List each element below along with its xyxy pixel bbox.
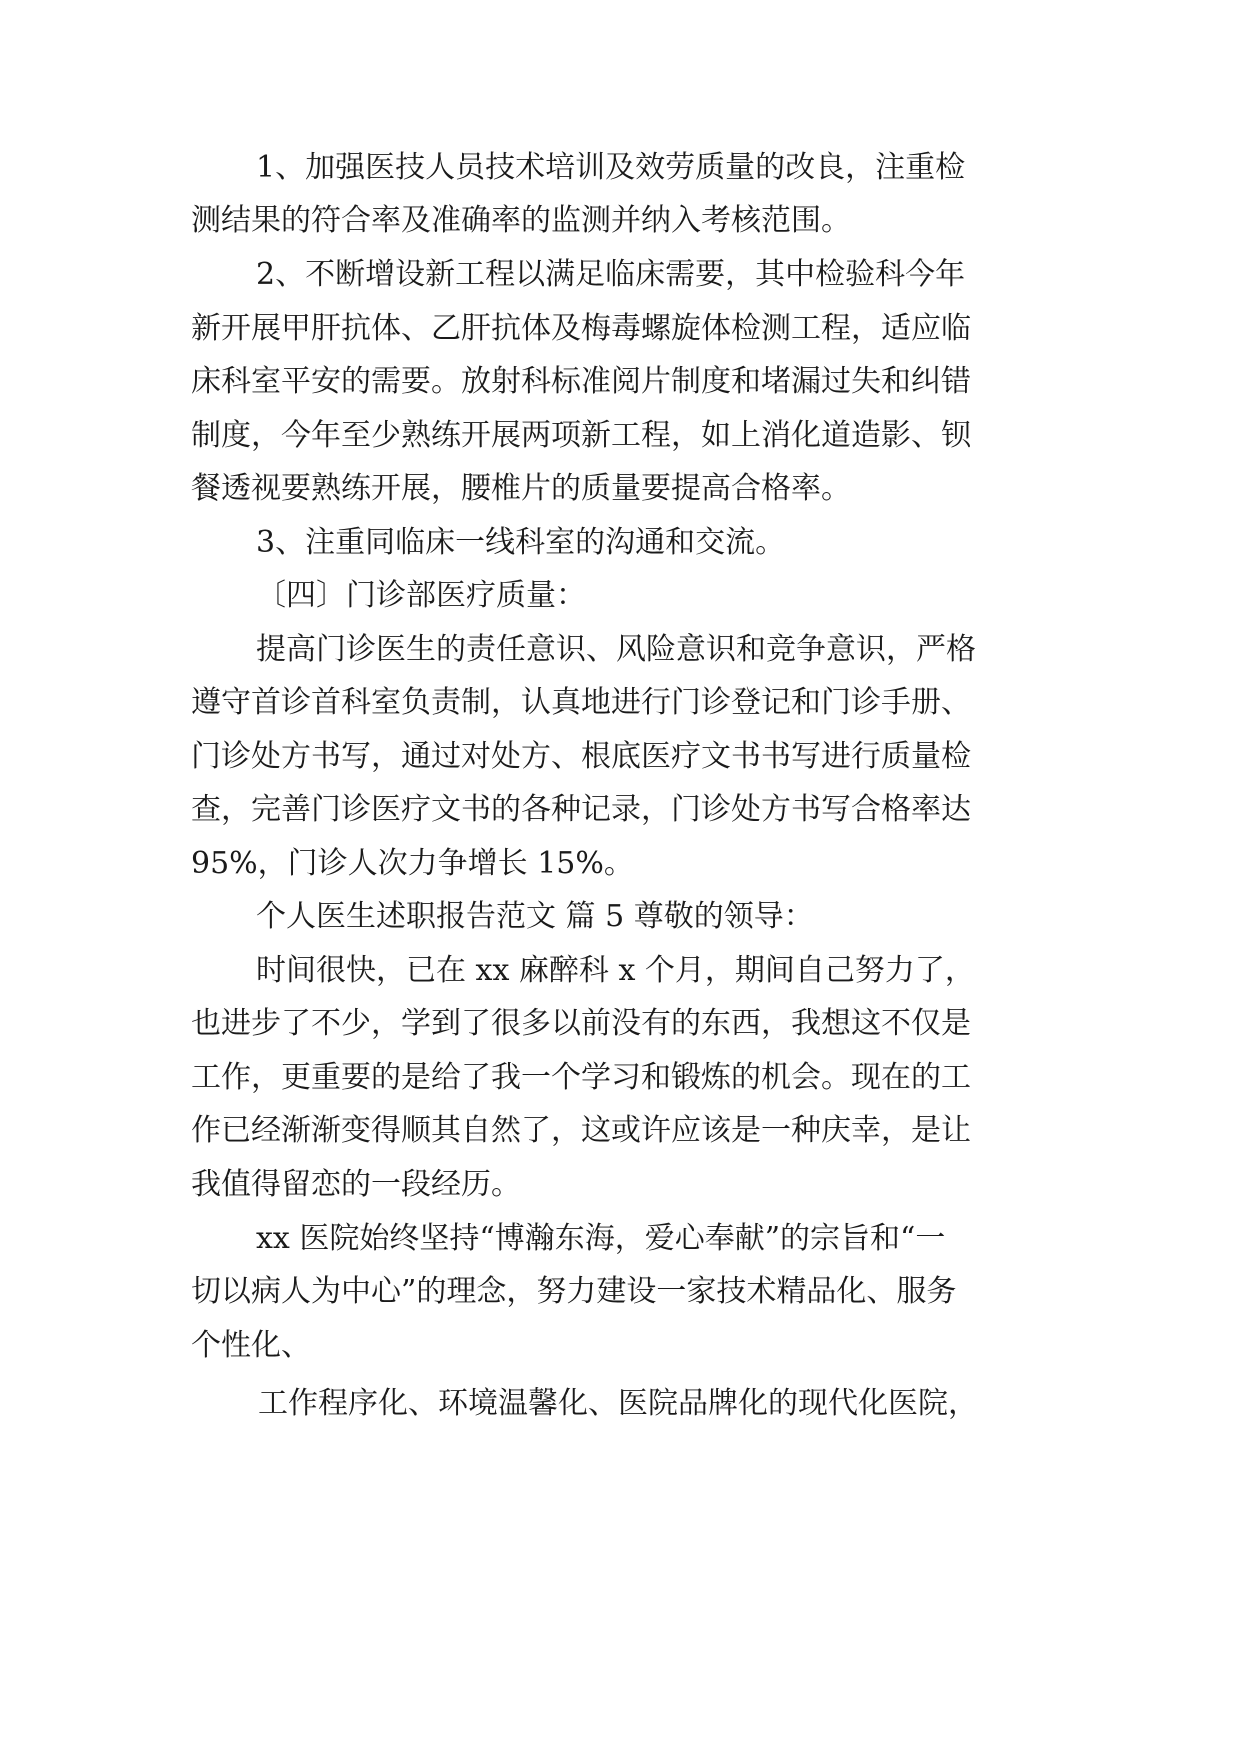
text-line: 2、不断增设新工程以满足临床需要，其中检验科今年	[256, 257, 966, 292]
article-title-line: 个人医生述职报告范文 篇 5 尊敬的领导：	[256, 899, 814, 934]
section-heading: 〔四〕门诊部医疗质量：	[256, 578, 586, 613]
text-line: 提高门诊医生的责任意识、风险意识和竞争意识，严格	[256, 632, 976, 667]
text-line: xx 医院始终坚持“博瀚东海，爱心奉献”的宗旨和“一	[256, 1221, 946, 1256]
text-line: 测结果的符合率及准确率的监测并纳入考核范围。	[191, 203, 851, 238]
text-line: 3、注重同临床一线科室的沟通和交流。	[256, 525, 786, 560]
text-line: 遵守首诊首科室负责制，认真地进行门诊登记和门诊手册、	[191, 685, 971, 720]
text-line: 切以病人为中心”的理念，努力建设一家技术精品化、服务	[191, 1274, 957, 1309]
text-line: 我值得留恋的一段经历。	[191, 1167, 521, 1202]
text-line: 95%，门诊人次力争增长 15%。	[191, 846, 634, 881]
text-line: 1、加强医技人员技术培训及效劳质量的改良，注重检	[256, 150, 966, 185]
text-line: 门诊处方书写，通过对处方、根底医疗文书书写进行质量检	[191, 739, 971, 774]
text-line: 个性化、	[191, 1328, 311, 1363]
text-line: 新开展甲肝抗体、乙肝抗体及梅毒螺旋体检测工程，适应临	[191, 311, 971, 346]
text-line: 查，完善门诊医疗文书的各种记录，门诊处方书写合格率达	[191, 792, 971, 827]
text-line: 作已经渐渐变得顺其自然了，这或许应该是一种庆幸，是让	[191, 1113, 971, 1148]
text-line: 工作，更重要的是给了我一个学习和锻炼的机会。现在的工	[191, 1060, 971, 1095]
text-line: 餐透视要熟练开展，腰椎片的质量要提高合格率。	[191, 471, 851, 506]
text-line: 工作程序化、环境温馨化、医院品牌化的现代化医院，	[258, 1386, 978, 1421]
text-line: 床科室平安的需要。放射科标准阅片制度和堵漏过失和纠错	[191, 364, 971, 399]
text-line: 时间很快，已在 xx 麻醉科 x 个月，期间自己努力了，	[256, 953, 975, 988]
text-line: 也进步了不少，学到了很多以前没有的东西，我想这不仅是	[191, 1006, 971, 1041]
text-line: 制度，今年至少熟练开展两项新工程，如上消化道造影、钡	[191, 418, 971, 453]
